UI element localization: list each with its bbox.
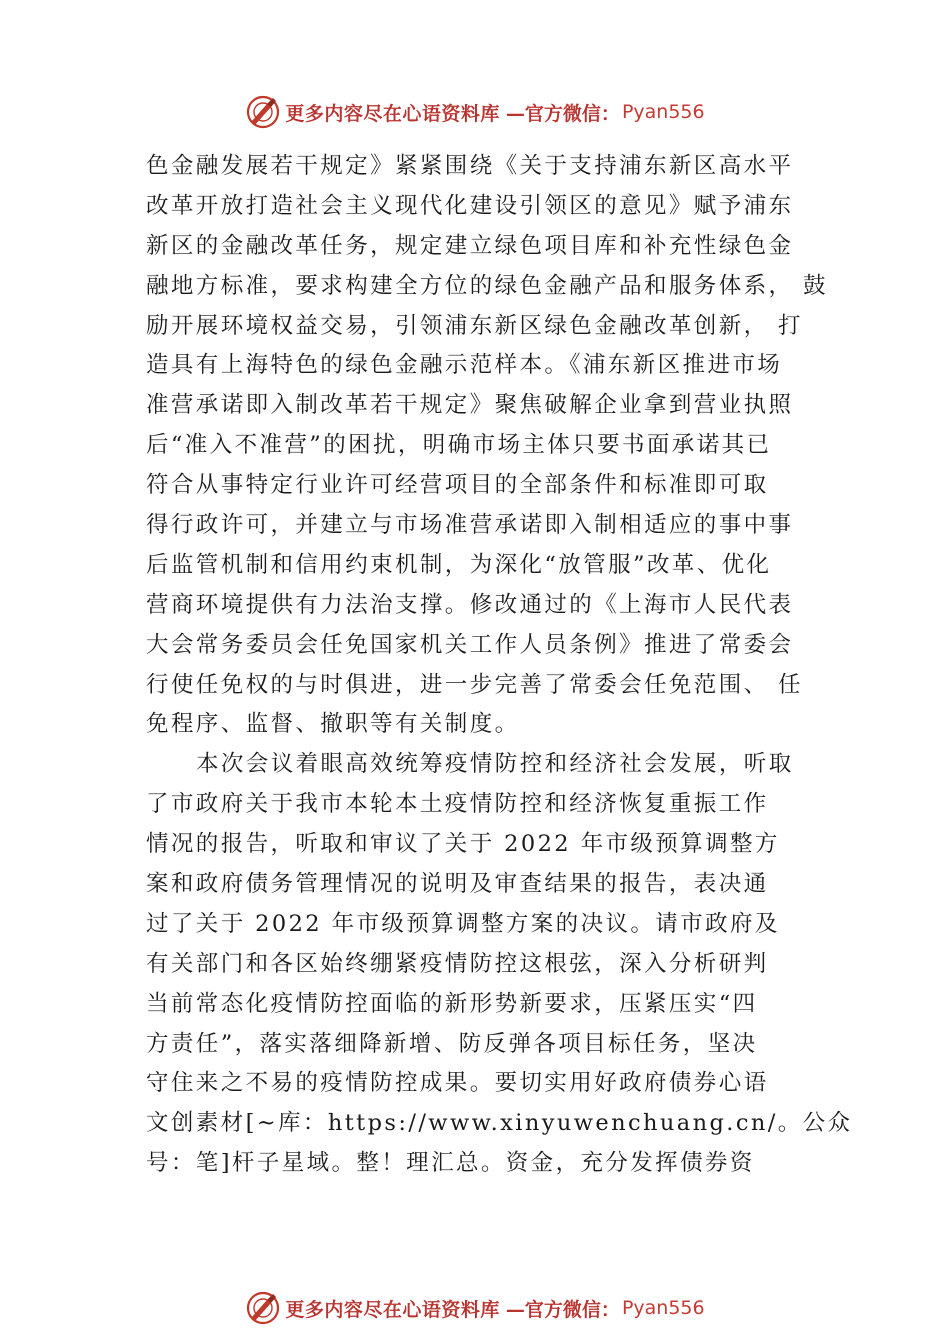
brand-text: 更多内容尽在心语资料库 (285, 1298, 500, 1321)
body-line: 营商环境提供有力法治支撑。修改通过的《上海市人民代表 (146, 591, 794, 618)
body-line: 方责任”，落实落细降新增、防反弹各项目标任务，坚决 (146, 1030, 758, 1057)
body-line: 造具有上海特色的绿色金融示范样本。《浦东新区推进市场 (146, 352, 783, 379)
body-line: 文创素材[~库：https://www.xinyuwenchuang.cn/。公众 (146, 1110, 853, 1137)
body-line: 情况的报告，听取和审议了关于 2022 年市级预算调整方 (146, 831, 780, 858)
body-line: 得行政许可，并建立与市场准营承诺即入制相适应的事中事 (146, 512, 794, 539)
body-line: 新区的金融改革任务，规定建立绿色项目库和补充性绿色金 (146, 232, 794, 259)
body-line: 色金融发展若干规定》紧紧围绕《关于支持浦东新区高水平 (146, 153, 794, 179)
body-line: 大会常务委员会任免国家机关工作人员条例》推进了常委会 (146, 631, 794, 658)
body-line: 行使任免权的与时俱进，进一步完善了常委会任免范围、 任 (146, 671, 803, 698)
body-line: 改革开放打造社会主义现代化建设引领区的意见》赋予浦东 (146, 192, 794, 219)
wechat-id: Pyan556 (621, 1297, 705, 1319)
official-label: —官方微信： (505, 1298, 620, 1321)
footer-banner (0, 1288, 950, 1328)
body-line: 当前常态化疫情防控面临的新形势新要求，压紧压实“四 (146, 990, 758, 1017)
body-line: 了市政府关于我市本轮本土疫情防控和经济恢复重振工作 (146, 791, 769, 818)
body-line: 符合从事特定行业许可经营项目的全部条件和标准即可取 (146, 472, 769, 499)
body-line: 励开展环境权益交易，引领浦东新区绿色金融改革创新， 打 (146, 312, 803, 339)
official-label: —官方微信： (505, 102, 620, 125)
header-banner (0, 92, 950, 132)
body-line: 号：笔]杆子星域。整！理汇总。资金，充分发挥债券资 (146, 1150, 755, 1177)
body-line: 准营承诺即入制改革若干规定》聚焦破解企业拿到营业执照 (146, 392, 794, 419)
body-line: 案和政府债务管理情况的说明及审查结果的报告，表决通 (146, 871, 769, 898)
body-line: 后监管机制和信用约束机制，为深化“放管服”改革、优化 (146, 551, 772, 578)
body-line: 免程序、监督、撤职等有关制度。 (146, 711, 520, 738)
body-line: 后“准入不准营”的困扰，明确市场主体只要书面承诺其已 (146, 432, 772, 459)
brand-text: 更多内容尽在心语资料库 (285, 102, 500, 125)
body-line: 守住来之不易的疫情防控成果。要切实用好政府债券心语 (146, 1070, 769, 1097)
body-line: 融地方标准，要求构建全方位的绿色金融产品和服务体系， 鼓 (146, 272, 828, 299)
body-line: 过了关于 2022 年市级预算调整方案的决议。请市政府及 (146, 910, 780, 937)
body-line: 有关部门和各区始终绷紧疫情防控这根弦，深入分析研判 (146, 950, 769, 977)
paragraph-start-line: 本次会议着眼高效统筹疫情防控和经济社会发展，听取 (196, 751, 794, 778)
brand-logo-icon (245, 1290, 281, 1326)
document-body (146, 147, 853, 1184)
brand-logo-icon (245, 94, 281, 130)
wechat-id: Pyan556 (621, 101, 705, 123)
